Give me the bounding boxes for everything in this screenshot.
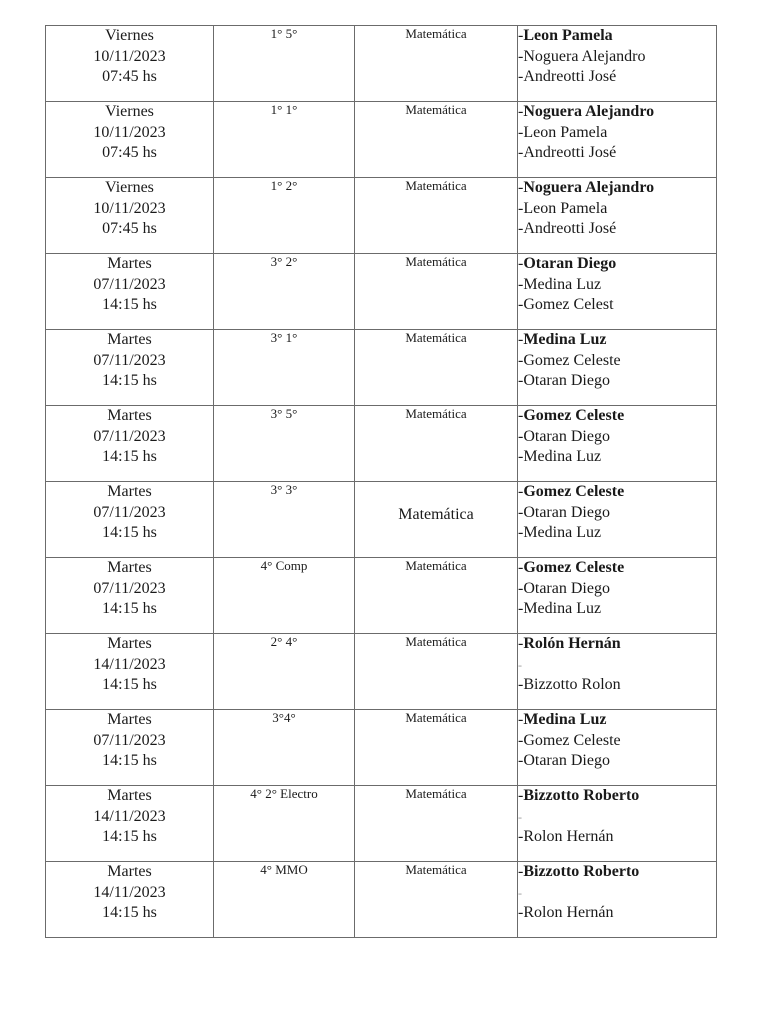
lead-teacher <box>518 862 716 883</box>
day-label: Martes <box>107 711 152 728</box>
time-label: 14:15 hs <box>102 296 157 313</box>
date-label: 07/11/2023 <box>93 731 166 749</box>
lead-prefix: - <box>518 27 524 44</box>
lead-prefix: - <box>518 407 524 424</box>
lead-prefix: - <box>518 331 524 348</box>
time-label: 14:15 hs <box>102 600 157 617</box>
lead-name: Noguera Alejandro <box>523 179 655 196</box>
subject-cell <box>355 482 518 558</box>
lead-name: Rolón Hernán <box>523 635 621 652</box>
subject-label: Matemática <box>405 330 467 345</box>
subject-label: Matemática <box>405 26 467 41</box>
date-label: 07/11/2023 <box>93 579 166 597</box>
third-teacher: -Medina Luz <box>518 524 602 541</box>
course-cell <box>214 862 355 938</box>
lead-name: Noguera Alejandro <box>523 103 655 120</box>
table-row <box>46 482 717 558</box>
datetime-cell <box>46 26 214 102</box>
course-cell <box>214 102 355 178</box>
time-label: 14:15 hs <box>102 828 157 845</box>
subject-cell <box>355 634 518 710</box>
lead-prefix: - <box>518 103 524 120</box>
lead-name: Medina Luz <box>523 331 607 348</box>
third-teacher: -Medina Luz <box>518 448 602 465</box>
course-label: 1° 5° <box>270 26 298 41</box>
lead-teacher <box>518 254 716 275</box>
course-cell <box>214 482 355 558</box>
course-label: 4° Comp <box>260 558 308 573</box>
table-row <box>46 558 717 634</box>
subject-label: Matemática <box>405 786 467 801</box>
staff-cell <box>518 710 717 786</box>
datetime-cell <box>46 786 214 862</box>
lead-prefix: - <box>518 179 524 196</box>
staff-cell <box>518 406 717 482</box>
course-label: 3° 5° <box>270 406 298 421</box>
datetime-cell <box>46 862 214 938</box>
course-cell <box>214 26 355 102</box>
day-label: Viernes <box>105 103 154 120</box>
subject-label: Matemática <box>398 506 474 523</box>
subject-cell <box>355 330 518 406</box>
subject-label: Matemática <box>405 102 467 117</box>
lead-teacher <box>518 482 716 503</box>
subject-cell <box>355 254 518 330</box>
table-row <box>46 710 717 786</box>
second-teacher: -Gomez Celeste <box>518 731 621 749</box>
table-row <box>46 406 717 482</box>
third-teacher: -Andreotti José <box>518 144 617 161</box>
datetime-cell <box>46 710 214 786</box>
staff-cell <box>518 482 717 558</box>
time-label: 14:15 hs <box>102 524 157 541</box>
third-teacher: -Rolon Hernán <box>518 904 614 921</box>
lead-teacher <box>518 406 716 427</box>
subject-label: Matemática <box>405 254 467 269</box>
date-label: 10/11/2023 <box>93 123 166 141</box>
lead-teacher <box>518 178 716 199</box>
staff-cell <box>518 26 717 102</box>
course-label: 1° 2° <box>270 178 298 193</box>
staff-cell <box>518 330 717 406</box>
table-row <box>46 102 717 178</box>
third-teacher: -Rolon Hernán <box>518 828 614 845</box>
course-cell <box>214 634 355 710</box>
course-label: 3°4° <box>272 710 296 725</box>
table-row <box>46 862 717 938</box>
day-label: Martes <box>107 559 152 576</box>
date-label: 14/11/2023 <box>93 807 166 825</box>
third-teacher: -Andreotti José <box>518 220 617 237</box>
lead-name: Gomez Celeste <box>523 407 625 424</box>
lead-teacher <box>518 786 716 807</box>
course-cell <box>214 406 355 482</box>
subject-cell <box>355 862 518 938</box>
lead-prefix: - <box>518 559 524 576</box>
day-label: Viernes <box>105 27 154 44</box>
time-label: 07:45 hs <box>102 220 157 237</box>
second-teacher: - <box>518 657 522 672</box>
exam-schedule-table <box>45 25 717 938</box>
course-cell <box>214 178 355 254</box>
second-teacher: -Noguera Alejandro <box>518 47 646 65</box>
subject-label: Matemática <box>405 634 467 649</box>
lead-prefix: - <box>518 635 524 652</box>
time-label: 14:15 hs <box>102 448 157 465</box>
second-teacher: -Otaran Diego <box>518 503 610 521</box>
subject-cell <box>355 710 518 786</box>
lead-teacher <box>518 26 716 47</box>
day-label: Martes <box>107 255 152 272</box>
third-teacher: -Andreotti José <box>518 68 617 85</box>
date-label: 10/11/2023 <box>93 199 166 217</box>
datetime-cell <box>46 102 214 178</box>
table-row <box>46 330 717 406</box>
day-label: Martes <box>107 331 152 348</box>
second-teacher: -Leon Pamela <box>518 199 608 217</box>
second-teacher: -Otaran Diego <box>518 427 610 445</box>
lead-name: Leon Pamela <box>523 27 613 44</box>
course-label: 1° 1° <box>270 102 298 117</box>
lead-name: Medina Luz <box>523 711 607 728</box>
course-cell <box>214 786 355 862</box>
course-label: 2° 4° <box>270 634 298 649</box>
subject-cell <box>355 26 518 102</box>
course-label: 3° 1° <box>270 330 298 345</box>
datetime-cell <box>46 482 214 558</box>
lead-prefix: - <box>518 255 524 272</box>
lead-name: Bizzotto Roberto <box>523 787 640 804</box>
second-teacher: -Otaran Diego <box>518 579 610 597</box>
course-label: 3° 2° <box>270 254 298 269</box>
subject-label: Matemática <box>405 178 467 193</box>
time-label: 14:15 hs <box>102 372 157 389</box>
day-label: Viernes <box>105 179 154 196</box>
time-label: 14:15 hs <box>102 904 157 921</box>
staff-cell <box>518 862 717 938</box>
date-label: 10/11/2023 <box>93 47 166 65</box>
datetime-cell <box>46 634 214 710</box>
subject-cell <box>355 786 518 862</box>
lead-prefix: - <box>518 787 524 804</box>
datetime-cell <box>46 558 214 634</box>
datetime-cell <box>46 254 214 330</box>
day-label: Martes <box>107 863 152 880</box>
course-cell <box>214 558 355 634</box>
lead-teacher <box>518 102 716 123</box>
date-label: 14/11/2023 <box>93 883 166 901</box>
course-cell <box>214 254 355 330</box>
lead-name: Gomez Celeste <box>523 483 625 500</box>
course-cell <box>214 330 355 406</box>
course-label: 4° MMO <box>260 862 308 877</box>
lead-teacher <box>518 634 716 655</box>
schedule-body <box>46 26 717 938</box>
third-teacher: -Otaran Diego <box>518 752 610 769</box>
subject-label: Matemática <box>405 406 467 421</box>
table-row <box>46 178 717 254</box>
subject-cell <box>355 102 518 178</box>
third-teacher: -Bizzotto Rolon <box>518 676 621 693</box>
lead-prefix: - <box>518 483 524 500</box>
date-label: 14/11/2023 <box>93 655 166 673</box>
time-label: 14:15 hs <box>102 752 157 769</box>
datetime-cell <box>46 406 214 482</box>
datetime-cell <box>46 330 214 406</box>
second-teacher: -Gomez Celeste <box>518 351 621 369</box>
time-label: 14:15 hs <box>102 676 157 693</box>
course-label: 3° 3° <box>270 482 298 497</box>
third-teacher: -Medina Luz <box>518 600 602 617</box>
subject-label: Matemática <box>405 710 467 725</box>
subject-label: Matemática <box>405 862 467 877</box>
time-label: 07:45 hs <box>102 144 157 161</box>
datetime-cell <box>46 178 214 254</box>
lead-prefix: - <box>518 711 524 728</box>
lead-teacher <box>518 330 716 351</box>
date-label: 07/11/2023 <box>93 503 166 521</box>
lead-teacher <box>518 710 716 731</box>
third-teacher: -Otaran Diego <box>518 372 610 389</box>
date-label: 07/11/2023 <box>93 427 166 445</box>
day-label: Martes <box>107 407 152 424</box>
staff-cell <box>518 558 717 634</box>
lead-name: Bizzotto Roberto <box>523 863 640 880</box>
subject-label: Matemática <box>405 558 467 573</box>
lead-prefix: - <box>518 863 524 880</box>
staff-cell <box>518 178 717 254</box>
table-row <box>46 254 717 330</box>
date-label: 07/11/2023 <box>93 275 166 293</box>
subject-cell <box>355 406 518 482</box>
staff-cell <box>518 634 717 710</box>
lead-name: Gomez Celeste <box>523 559 625 576</box>
lead-teacher <box>518 558 716 579</box>
course-cell <box>214 710 355 786</box>
day-label: Martes <box>107 635 152 652</box>
day-label: Martes <box>107 483 152 500</box>
table-row <box>46 26 717 102</box>
subject-cell <box>355 178 518 254</box>
second-teacher: -Leon Pamela <box>518 123 608 141</box>
course-label: 4° 2° Electro <box>250 786 318 801</box>
staff-cell <box>518 786 717 862</box>
table-row <box>46 634 717 710</box>
staff-cell <box>518 254 717 330</box>
day-label: Martes <box>107 787 152 804</box>
date-label: 07/11/2023 <box>93 351 166 369</box>
second-teacher: - <box>518 885 522 900</box>
table-row <box>46 786 717 862</box>
second-teacher: -Medina Luz <box>518 275 602 293</box>
second-teacher: - <box>518 809 522 824</box>
lead-name: Otaran Diego <box>523 255 617 272</box>
staff-cell <box>518 102 717 178</box>
subject-cell <box>355 558 518 634</box>
third-teacher: -Gomez Celest <box>518 296 614 313</box>
time-label: 07:45 hs <box>102 68 157 85</box>
